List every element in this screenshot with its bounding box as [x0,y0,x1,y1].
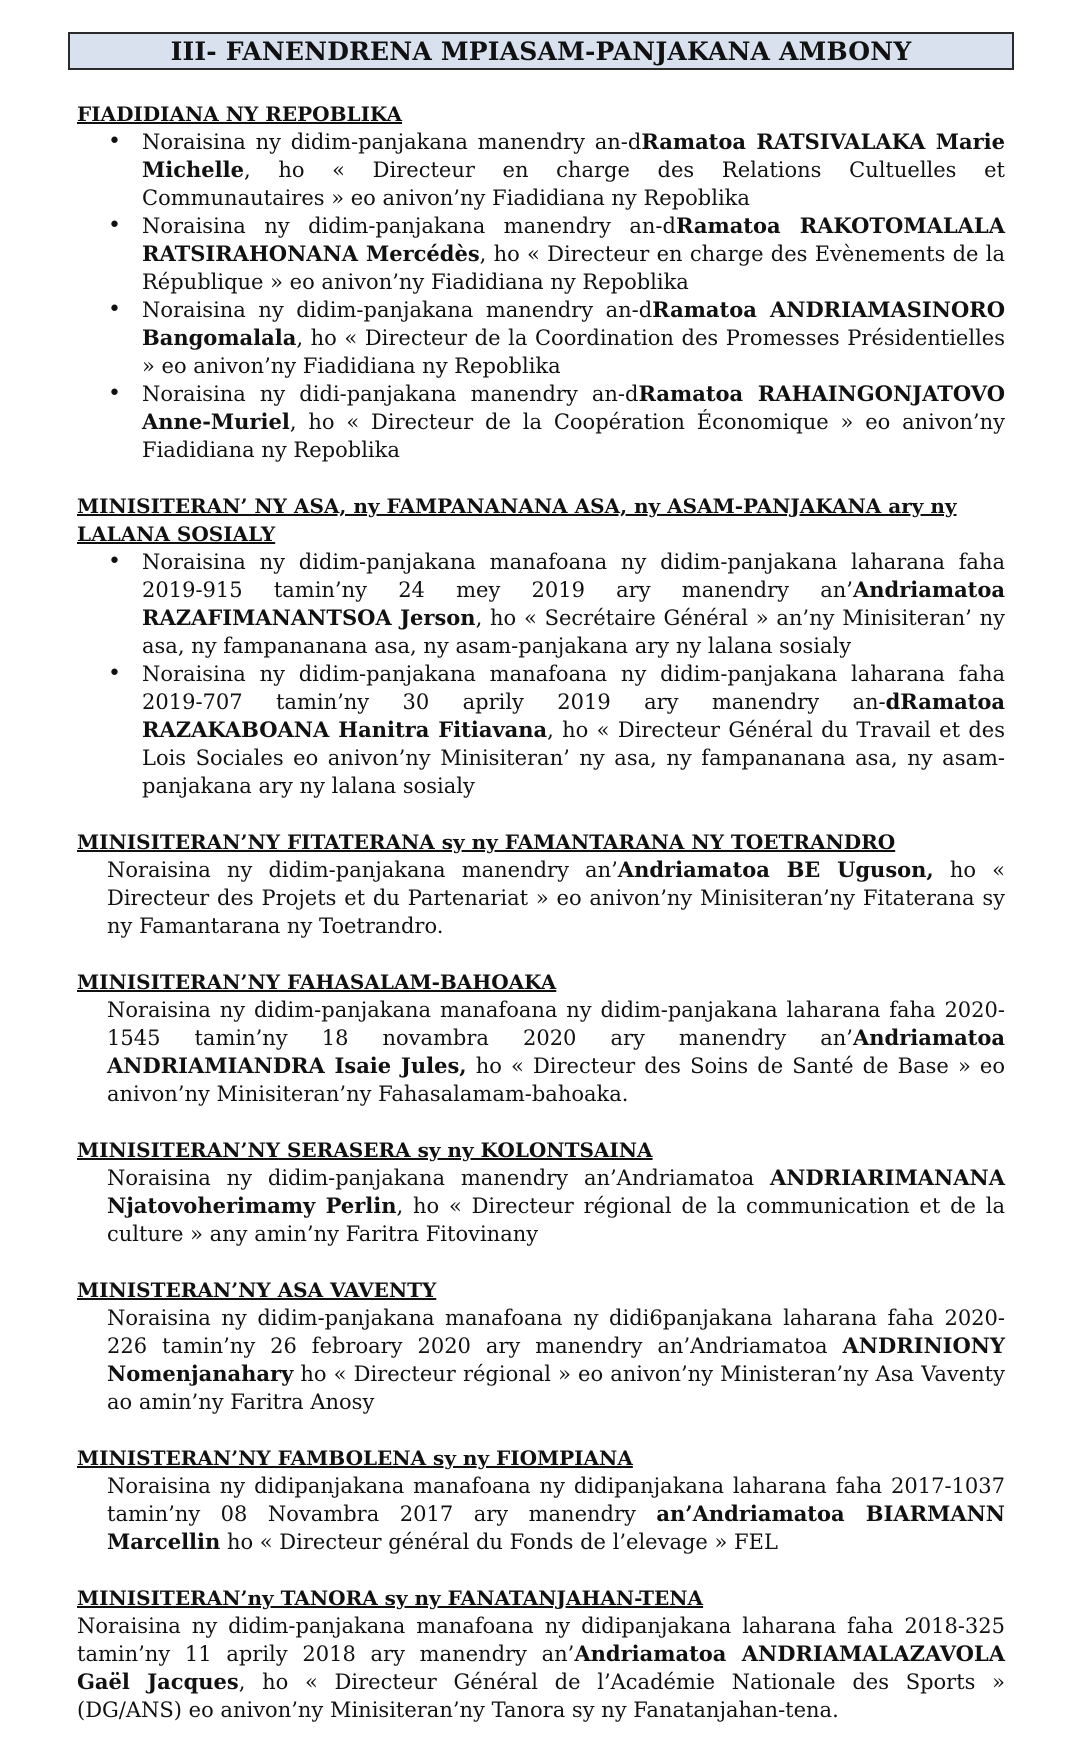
section-heading: MINISITERAN’NY SERASERA sy ny KOLONTSAINA [77,1138,653,1162]
section-serasera [77,1136,1005,1248]
appointee-name: Andriamatoa BE Uguson, [617,857,934,882]
appointment-paragraph: Noraisina ny didim-panjakana manendry an’Andriamatoa ANDRIARIMANANA Njatovoherimamy Perlin, ho « Directeur régional de la communication et de la culture » any amin’ny Faritra Fitovinany [107,1165,1005,1246]
section-minisiteran-asa [77,492,1005,800]
appointment-item: • Noraisina ny didim-panjakana manendry an-dRamatoa ANDRIAMASINORO Bangomalala, ho « Directeur de la Coordination des Promesses Présidentielles » eo anivon’ny Fiadidiana ny Repoblika [77,296,1005,380]
appointment-item: • Noraisina ny didim-panjakana manendry an-dRamatoa RATSIVALAKA Marie Michelle, ho « Directeur en charge des Relations Cultuelles et Communautaires » eo anivon’ny Fiadidiana ny Repoblika [77,128,1005,212]
appointee-name: Ramatoa RAHAINGONJATOVO Anne-Muriel [142,381,1006,434]
appointee-name: Andriamatoa RAZAFIMANANTSOA Jerson [142,577,1005,630]
appointment-paragraph: Noraisina ny didipanjakana manafoana ny didipanjakana laharana faha 2017-1037 tamin’ny 08 Novambra 2017 ary manendry an’Andriamatoa BIARMANN Marcellin ho « Directeur général du Fonds de l’elevage » FEL [107,1474,1006,1554]
section-heading: MINISITERAN’NY FAHASALAM-BAHOAKA [77,970,557,994]
section-fiadidiana [77,100,1005,464]
appointee-name: an’Andriamatoa BIARMANN Marcellin [107,1501,1006,1554]
appointee-name: dRamatoa RAZAKABOANA Hanitra Fitiavana [142,689,1005,742]
section-heading: MINISTERAN’NY ASA VAVENTY [77,1278,437,1302]
section-tanora [77,1584,1005,1724]
appointment-item: • Noraisina ny didim-panjakana manafoana ny didim-panjakana laharana faha 2019-707 tamin’ny 30 aprily 2019 ary manendry an-dRamatoa RAZAKABOANA Hanitra Fitiavana, ho « Directeur Général du Travail et des Lois Sociales eo anivon’ny Minisiteran’ ny asa, ny fampananana asa, ny asam-panjakana ary ny lalana sosialy [77,660,1005,800]
section-heading: FIADIDIANA NY REPOBLIKA [77,102,403,126]
appointee-name: ANDRINIONY Nomenjanahary [107,1333,1005,1386]
section-heading: MINISTERAN’NY FAMBOLENA sy ny FIOMPIANA [77,1446,633,1470]
section-heading: MINISITERAN’NY FITATERANA sy ny FAMANTARANA NY TOETRANDRO [77,830,896,854]
appointee-name: Andriamatoa ANDRIAMIANDRA Isaie Jules, [107,1025,1005,1078]
appointee-name: Ramatoa RAKOTOMALALA RATSIRAHONANA Mercédès [142,213,1005,266]
appointee-name: Ramatoa RATSIVALAKA Marie Michelle [142,129,1005,182]
appointee-name: Ramatoa ANDRIAMASINORO Bangomalala [142,297,1005,350]
section-fambolena [77,1444,1005,1556]
appointment-paragraph: Noraisina ny didim-panjakana manafoana ny didim-panjakana laharana faha 2020-1545 tamin’ny 18 novambra 2020 ary manendry an’Andriamatoa ANDRIAMIANDRA Isaie Jules, ho « Directeur des Soins de Santé de Base » eo anivon’ny Minisiteran’ny Fahasalamam-bahoaka. [107,998,1005,1106]
appointment-item: • Noraisina ny didim-panjakana manendry an-dRamatoa RAKOTOMALALA RATSIRAHONANA Mercédès, ho « Directeur en charge des Evènements de la République » eo anivon’ny Fiadidiana ny Repoblika [77,212,1005,296]
section-fitaterana [77,828,1005,940]
appointment-paragraph: Noraisina ny didim-panjakana manafoana ny didi6panjakana laharana faha 2020-226 tamin’ny 26 febroary 2020 ary manendry an’Andriamatoa ANDRINIONY Nomenjanahary ho « Directeur régional » eo anivon’ny Ministeran’ny Asa Vaventy ao amin’ny Faritra Anosy [107,1306,1005,1414]
appointee-name: Andriamatoa ANDRIAMALAZAVOLA Gaël Jacques [77,1641,1005,1694]
appointment-item: • Noraisina ny didim-panjakana manafoana ny didim-panjakana laharana faha 2019-915 tamin’ny 24 mey 2019 ary manendry an’Andriamatoa RAZAFIMANANTSOA Jerson, ho « Secrétaire Général » an’ny Minisiteran’ ny asa, ny fampananana asa, ny asam-panjakana ary ny lalana sosialy [77,548,1005,660]
appointment-list [77,548,1005,800]
section-asa-vaventy [77,1276,1005,1416]
page-title: III- FANENDRENA MPIASAM-PANJAKANA AMBONY [68,32,1014,70]
section-heading: MINISITERAN’ny TANORA sy ny FANATANJAHAN-TENA [77,1586,704,1610]
appointee-name: ANDRIARIMANANA Njatovoherimamy Perlin [107,1165,1005,1218]
appointment-paragraph: Noraisina ny didim-panjakana manafoana ny didipanjakana laharana faha 2018-325 tamin’ny 11 aprily 2018 ary manendry an’Andriamatoa ANDRIAMALAZAVOLA Gaël Jacques, ho « Directeur Général de l’Académie Nationale des Sports » (DG/ANS) eo anivon’ny Minisiteran’ny Tanora sy ny Fanatanjahan-tena. [77,1614,1005,1722]
document-body [77,100,1005,1752]
section-fahasalamana [77,968,1005,1108]
section-heading: MINISITERAN’ NY ASA, ny FAMPANANANA ASA, ny ASAM-PANJAKANA ary ny LALANA SOSIALY [77,494,957,546]
appointment-paragraph: Noraisina ny didim-panjakana manendry an’Andriamatoa BE Uguson, ho « Directeur des Projets et du Partenariat » eo anivon’ny Minisiteran’ny Fitaterana sy ny Famantarana ny Toetrandro. [107,857,1005,938]
appointment-item: • Noraisina ny didi-panjakana manendry an-dRamatoa RAHAINGONJATOVO Anne-Muriel, ho « Directeur de la Coopération Économique » eo anivon’ny Fiadidiana ny Repoblika [77,380,1005,464]
appointment-list [77,128,1005,464]
